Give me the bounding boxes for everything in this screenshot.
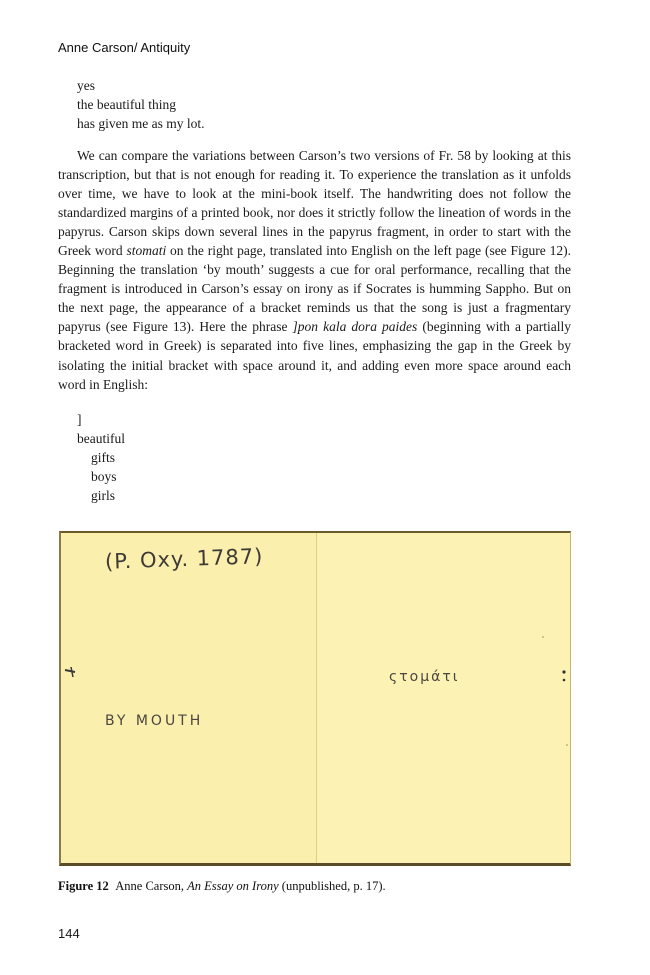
paragraph-text: (beginning with a partially bracketed word in Greek) is separated into five lines, emphasizing the gap in the Greek by isolating the initial bracket with space around it, and adding even more space around each word in English: — [58, 319, 572, 392]
pin-mark-left — [65, 670, 75, 672]
paragraph-text: We can compare the variations between Carson’s two versions of Fr. 58 by looking at this transcription, but that is not enough for reading it. To experience the translation as it unfolds over time, we have to look at the mini-book itself. The handwriting does not follow the standardized margins of a printed book, nor does it strictly follow the lineation of words in the papyrus. Carson skips down several lines in the papyrus fragment, in order to start with the Greek word — [58, 148, 571, 259]
verse-bracket: ] — [77, 412, 82, 427]
paragraph-text: on the right page, translated into English on the left page (see Figure 12). Beginning the translation ‘by mouth’ suggests a cue for oral performance, recalling that the fragment is introduced in Carson’s essay on irony as if Socrates is humming Sappho. But on the next page, the appearance of a bracket reminds us that the song is just a fragmentary papyrus (see Figure 13). Here the phrase — [58, 243, 571, 335]
figure-12-photo — [59, 531, 571, 866]
pin-mark-left — [71, 667, 73, 677]
running-head: Anne Carson/ Antiquity — [58, 40, 191, 55]
paper-marks — [61, 533, 573, 868]
caption-title: An Essay on Irony — [187, 879, 279, 893]
handwritten-papyrus-ref: (P. Oxy. 1787) — [104, 544, 264, 574]
handwritten-greek: ςτομάτι — [389, 669, 460, 685]
paper-speck — [542, 636, 544, 638]
greek-word-stomati: stomati — [126, 243, 167, 259]
caption-rest: (unpublished, p. 17). — [278, 879, 386, 893]
verse-quote-bottom — [77, 410, 125, 505]
body-paragraph — [58, 146, 571, 394]
caption-author: Anne Carson, — [115, 879, 188, 893]
verse-line: yes — [77, 78, 95, 93]
figure-caption — [58, 879, 386, 894]
verse-line: has given me as my lot. — [77, 116, 205, 131]
verse-line: beautiful — [77, 431, 125, 446]
page-number: 144 — [58, 926, 80, 941]
verse-line: gifts — [91, 450, 116, 465]
figure-label: Figure 12 — [58, 879, 109, 893]
handwritten-english: BY MOUTH — [105, 713, 204, 729]
pin-mark-right — [563, 679, 566, 682]
paper-speck — [566, 744, 568, 746]
greek-phrase: ]pon kala dora paides — [292, 319, 418, 335]
pin-mark-right — [562, 670, 565, 673]
verse-line: the beautiful thing — [77, 97, 176, 112]
verse-line: boys — [91, 469, 117, 484]
verse-line: girls — [91, 488, 116, 503]
verse-quote-top — [77, 76, 204, 133]
